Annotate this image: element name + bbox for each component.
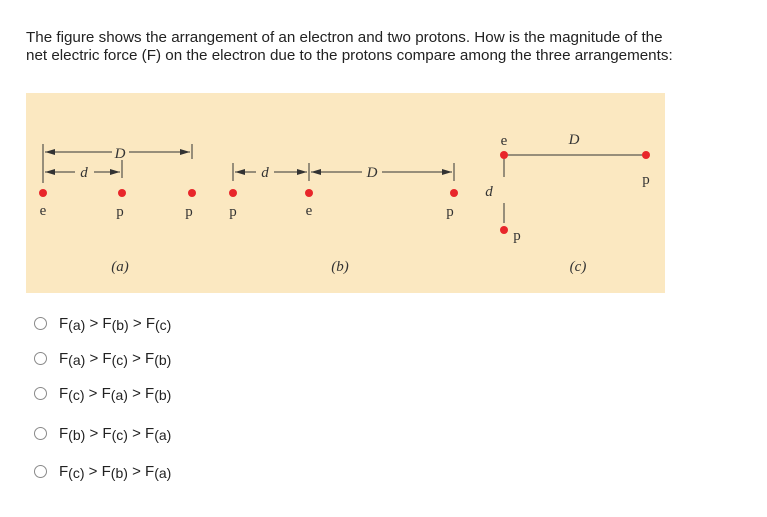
- b-proton2-label: p: [446, 204, 454, 220]
- radio-button[interactable]: [34, 465, 47, 478]
- question-text: The figure shows the arrangement of an electron and two protons. How is the magnitude of the net electric force (F) on the electron due to the protons compare among the three arrangements:: [26, 29, 673, 64]
- answer-option-label: F(a) > F(c) > F(b): [59, 349, 172, 368]
- answer-option-label: F(b) > F(c) > F(a): [59, 424, 172, 443]
- b-proton2-dot: [450, 189, 458, 197]
- radio-button[interactable]: [34, 317, 47, 330]
- b-caption: (b): [331, 259, 349, 275]
- answer-option-2[interactable]: [30, 346, 171, 370]
- c-electron-label: e: [500, 133, 508, 149]
- radio-button[interactable]: [34, 352, 47, 365]
- c-proton1-label: p: [642, 172, 650, 188]
- c-D-label: D: [568, 132, 580, 148]
- c-proton2-dot: [500, 226, 508, 234]
- a-proton2-label: p: [185, 204, 193, 220]
- a-D-label: D: [114, 146, 126, 162]
- a-proton2-dot: [188, 189, 196, 197]
- answer-option-1[interactable]: [30, 311, 171, 335]
- a-electron-label: e: [39, 203, 47, 219]
- answer-option-label: F(c) > F(b) > F(a): [59, 462, 172, 481]
- b-electron-dot: [305, 189, 313, 197]
- a-caption: (a): [111, 259, 129, 275]
- c-proton1-dot: [642, 151, 650, 159]
- answer-option-4[interactable]: [30, 421, 171, 445]
- a-proton1-dot: [118, 189, 126, 197]
- c-caption: (c): [569, 259, 587, 275]
- b-proton1-dot: [229, 189, 237, 197]
- c-d-label: d: [485, 184, 493, 200]
- radio-button[interactable]: [34, 387, 47, 400]
- answer-option-label: F(a) > F(b) > F(c): [59, 314, 172, 333]
- a-electron-dot: [39, 189, 47, 197]
- a-d-label: d: [80, 165, 88, 181]
- c-electron-dot: [500, 151, 508, 159]
- b-proton1-label: p: [229, 204, 237, 220]
- answer-option-label: F(c) > F(a) > F(b): [59, 384, 172, 403]
- radio-button[interactable]: [34, 427, 47, 440]
- answer-option-5[interactable]: [30, 459, 171, 483]
- c-proton2-label: p: [513, 228, 521, 244]
- charge-arrangement-figure: [26, 93, 665, 293]
- b-electron-label: e: [305, 203, 313, 219]
- b-D-label: D: [366, 165, 378, 181]
- b-d-label: d: [261, 165, 269, 181]
- a-proton1-label: p: [116, 204, 124, 220]
- figure-drawing: [26, 93, 665, 293]
- answer-option-3[interactable]: [30, 381, 171, 405]
